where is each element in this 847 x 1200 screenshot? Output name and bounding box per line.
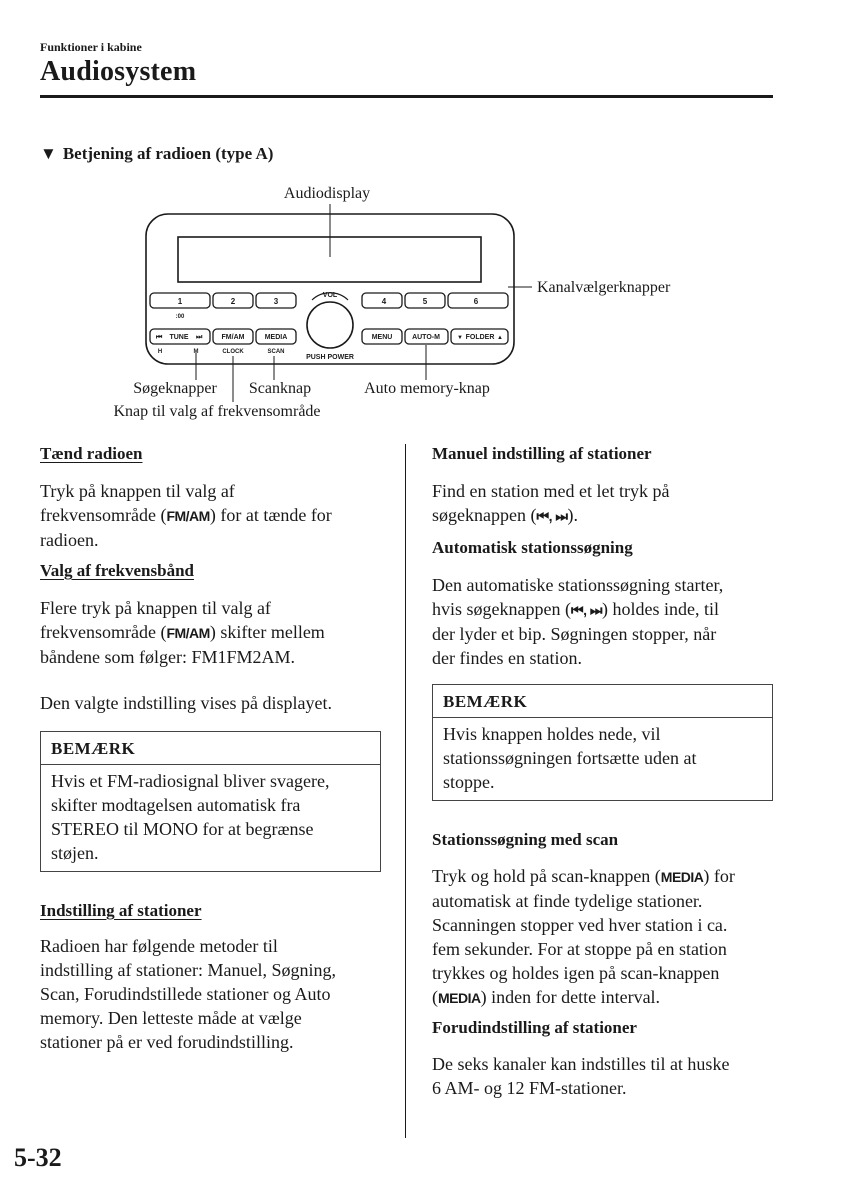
tune-h-label: H <box>157 349 163 355</box>
preset-label-6: 6 <box>473 297 479 306</box>
media-label: MEDIA <box>264 334 288 341</box>
scan-line-3: Scanningen stopper ved hver station i ca. <box>432 915 728 935</box>
manuel-line-1: Find en station med et let tryk på <box>432 481 670 501</box>
scan-line-5: trykkes og holdes igen på scan-knappen <box>432 963 720 983</box>
page-number: 5-32 <box>14 1143 62 1172</box>
heading-forudindstilling: Forudindstilling af stationer <box>432 1018 637 1037</box>
indstilling-paragraph <box>40 934 400 1054</box>
indst-line-2: indstilling af stationer: Manuel, Søgning, <box>40 960 336 980</box>
note-line-1: Hvis et FM-radiosignal bliver svagere, <box>51 771 330 791</box>
seek-buttons-icon: ⏮, ⏭ <box>536 508 568 524</box>
indst-line-1: Radioen har følgende metoder til <box>40 936 278 956</box>
taend-line-1: Tryk på knappen til valg af <box>40 481 235 501</box>
audio-unit-figure <box>100 180 720 425</box>
preset-1-clock-label: :00 <box>175 314 185 320</box>
note-body <box>433 718 772 800</box>
tune-m-label: M <box>193 349 199 355</box>
note-line-3: STEREO til MONO for at begrænse <box>51 819 314 839</box>
automatisk-paragraph <box>432 573 782 670</box>
valg-line-2 <box>40 620 395 645</box>
scan-line-1b: ) for <box>703 866 735 886</box>
auto-line-3: der lyder et bip. Søgningen stopper, når <box>432 624 717 644</box>
valg-line-3: båndene som følger: FM1FM2AM. <box>40 647 295 667</box>
preset-label-2: 2 <box>230 297 236 306</box>
folder-up-icon: ▲ <box>497 335 503 341</box>
heading-manuel-indstilling: Manuel indstilling af stationer <box>432 444 652 463</box>
indst-line-3: Scan, Forudindstillede stationer og Auto <box>40 984 331 1004</box>
scanknap-callout: Scanknap <box>248 380 312 397</box>
scan-paragraph <box>432 864 792 1010</box>
tune-next-icon: ⏭ <box>196 334 203 341</box>
heading-taend-radioen: Tænd radioen <box>40 444 143 463</box>
note-line-1: Hvis knappen holdes nede, vil <box>443 724 661 744</box>
manuel-line-2b: ). <box>567 505 578 525</box>
kanalvaelger-callout: Kanalvælgerknapper <box>537 279 671 296</box>
note-line-4: støjen. <box>51 843 99 863</box>
note-line-3: stoppe. <box>443 772 495 792</box>
scan-line-6a: ( <box>432 987 438 1007</box>
soegeknapper-callout: Søgeknapper <box>133 380 217 397</box>
valg-line-2b: ) skifter mellem <box>209 622 325 642</box>
subheading <box>40 144 273 164</box>
auto-memory-callout: Auto memory-knap <box>364 380 490 397</box>
tune-prev-icon: ⏮ <box>156 334 163 341</box>
note-line-2: skifter modtagelsen automatisk fra <box>51 795 301 815</box>
preset-label-5: 5 <box>422 297 428 306</box>
note-body <box>41 765 380 871</box>
heading-stationssoegning-scan: Stationssøgning med scan <box>432 830 619 849</box>
folder-down-icon: ▼ <box>457 335 463 341</box>
tune-label: TUNE <box>169 334 189 341</box>
section-label: Funktioner i kabine <box>40 40 142 54</box>
title-rule <box>40 95 773 98</box>
auto-line-4: der findes en station. <box>432 648 582 668</box>
forudindstilling-paragraph <box>432 1052 792 1100</box>
auto-line-2 <box>432 597 782 622</box>
vol-label: VOL <box>322 292 338 299</box>
scan-line-6b: ) inden for dette interval. <box>480 987 661 1007</box>
preset-label-3: 3 <box>273 297 279 306</box>
subheading-text: Betjening af radioen (type A) <box>62 144 274 163</box>
note-heading: BEMÆRK <box>41 732 380 765</box>
taend-line-2b: ) for at tænde for <box>209 505 332 525</box>
note-line-2: stationssøgningen fortsætte uden at <box>443 748 697 768</box>
valg-line-1: Flere tryk på knappen til valg af <box>40 598 271 618</box>
taend-line-2a: frekvensområde ( <box>40 505 167 525</box>
media-button-name: MEDIA <box>660 869 704 885</box>
scan-line-2: automatisk at finde tydelige stationer. <box>432 891 703 911</box>
audiodisplay-callout: Audiodisplay <box>283 185 371 202</box>
valg-paragraph <box>40 596 395 669</box>
volume-knob <box>307 302 353 348</box>
forud-line-1: De seks kanaler kan indstilles til at huske <box>432 1054 730 1074</box>
heading-automatisk-soegning: Automatisk stationssøgning <box>432 538 633 557</box>
auto-line-2b: ) holdes inde, til <box>601 599 719 619</box>
manuel-paragraph <box>432 479 782 528</box>
note-heading: BEMÆRK <box>433 685 772 718</box>
frekvens-callout: Knap til valg af frekvensområde <box>113 403 321 420</box>
scan-line-1a: Tryk og hold på scan-knappen ( <box>432 866 661 886</box>
preset-label-1: 1 <box>177 297 183 306</box>
heading-valg-frekvensbaand: Valg af frekvensbånd <box>40 561 194 580</box>
indst-line-4: memory. Den letteste måde at vælge <box>40 1008 302 1028</box>
auto-m-label: AUTO-M <box>412 334 440 341</box>
triangle-down-icon: ▼ <box>40 144 57 163</box>
forud-line-2: 6 AM- og 12 FM-stationer. <box>432 1078 627 1098</box>
scan-line-1 <box>432 864 792 889</box>
note-box-seek-hold <box>432 684 773 801</box>
scan-line-4: fem sekunder. For at stoppe på en station <box>432 939 727 959</box>
seek-buttons-icon: ⏮, ⏭ <box>570 602 602 618</box>
fmam-button-name: FM/AM <box>166 625 210 641</box>
folder-label: FOLDER <box>465 334 495 341</box>
note-box-fm-signal <box>40 731 381 872</box>
valg-line-2a: frekvensområde ( <box>40 622 167 642</box>
indst-line-5: stationer på er ved forudindstilling. <box>40 1032 294 1052</box>
scan-label: SCAN <box>267 349 285 355</box>
media-button-name: MEDIA <box>438 990 481 1006</box>
manuel-line-2 <box>432 503 782 528</box>
taend-paragraph <box>40 479 395 552</box>
auto-line-2a: hvis søgeknappen ( <box>432 599 571 619</box>
auto-line-1: Den automatiske stationssøgning starter, <box>432 575 724 595</box>
taend-line-2 <box>40 503 395 528</box>
push-power-label: PUSH POWER <box>306 354 354 361</box>
preset-label-4: 4 <box>381 297 387 306</box>
scan-line-6 <box>432 985 792 1010</box>
display-paragraph: Den valgte indstilling vises på displayet. <box>40 693 332 713</box>
page-title: Audiosystem <box>40 56 197 87</box>
fmam-label: FM/AM <box>221 334 245 341</box>
menu-label: MENU <box>371 334 393 341</box>
heading-indstilling-stationer: Indstilling af stationer <box>40 901 202 920</box>
taend-line-3: radioen. <box>40 530 99 550</box>
column-divider <box>405 444 406 1138</box>
clock-label: CLOCK <box>222 349 244 355</box>
fmam-button-name: FM/AM <box>166 508 210 524</box>
manuel-line-2a: søgeknappen ( <box>432 505 537 525</box>
